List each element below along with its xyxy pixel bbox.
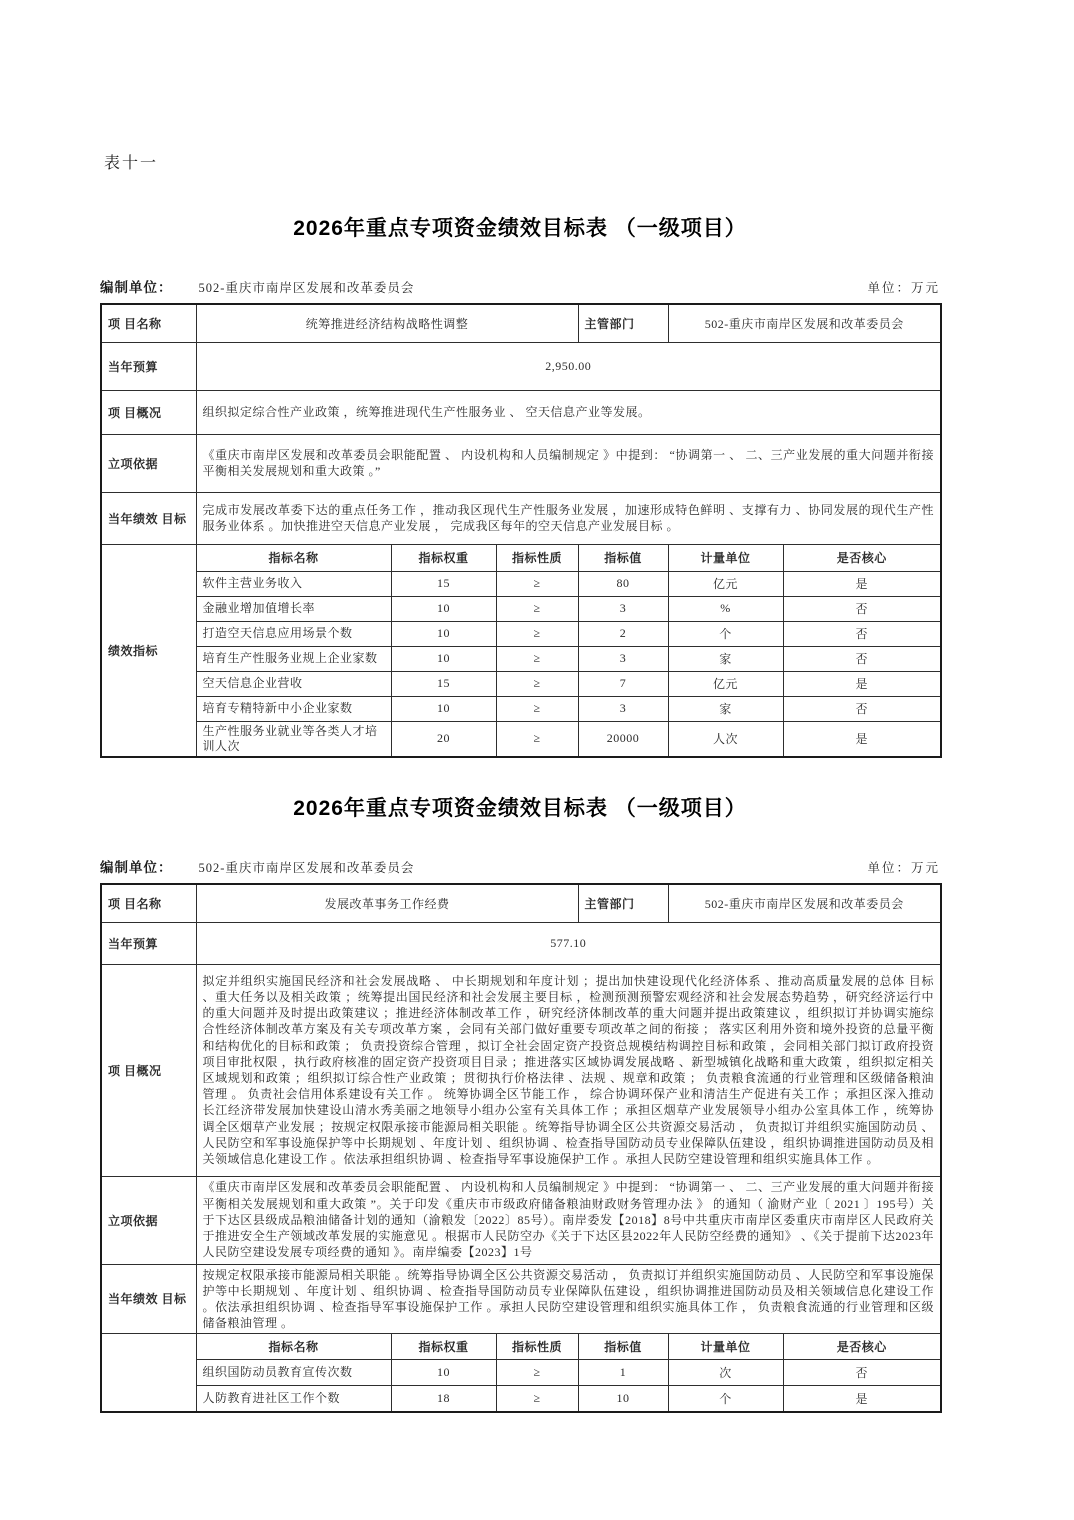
row-project-name	[101, 884, 941, 922]
indicator-name-cell: 培育专精特新中小企业家数	[196, 696, 391, 721]
target-value: 按规定权限承接市能源局相关职能 。统筹指导协调全区公共资源交易活动 ， 负责拟订并组织实施国防动员 、人民防空和军事设施保护等中长期规划 、年度计划 、组织协调 、检查指导国防动员专业保障队伍建设 ，组织协调推进国防动员及相关领域信息化建设工作 。依法承担组织协调 、检查指导军事设施保护工作 。承担人民防空建设管理和组织实施具体工作 ， 负责粮食流通的行业管理和区级储备粮油管理 。	[196, 1264, 941, 1334]
report-1-title: 2026年重点专项资金绩效目标表 （一级项目）	[293, 217, 747, 240]
indicator-nature-cell: ≥	[496, 621, 578, 646]
header-indicator-weight: 指标权重	[391, 1334, 496, 1360]
header-indicator-core: 是否核心	[783, 544, 941, 571]
indicator-name-cell: 人防教育进社区工作个数	[196, 1386, 391, 1412]
row-basis	[101, 434, 941, 492]
indicator-row	[101, 1360, 941, 1386]
unit-label: 单位：万元	[867, 861, 940, 875]
report-2-title: 2026年重点专项资金绩效目标表 （一级项目）	[293, 797, 747, 820]
row-budget	[101, 922, 941, 964]
supervisor-label: 主管部门	[578, 304, 668, 342]
overview-value: 组织拟定综合性产业政策 ，统筹推进现代生产性服务业 、 空天信息产业等发展。	[196, 390, 941, 434]
header-indicator-name: 指标名称	[196, 1334, 391, 1360]
indicator-row	[101, 646, 941, 671]
indicator-unit-cell: 次	[668, 1360, 783, 1386]
indicator-name-cell: 打造空天信息应用场景个数	[196, 621, 391, 646]
indicator-unit-cell: 亿元	[668, 571, 783, 596]
supervisor-label: 主管部门	[578, 884, 668, 922]
indicator-core-cell: 是	[783, 671, 941, 696]
header-indicator-nature: 指标性质	[496, 544, 578, 571]
indicator-weight-cell: 15	[391, 571, 496, 596]
header-indicator-unit: 计量单位	[668, 1334, 783, 1360]
project-name-label: 项 目名称	[101, 884, 196, 922]
header-indicator-name: 指标名称	[196, 544, 391, 571]
overview-label: 项 目概况	[101, 390, 196, 434]
row-project-name	[101, 304, 941, 342]
budget-label: 当年预算	[101, 342, 196, 390]
report-2-table	[100, 883, 942, 1413]
indicator-core-cell: 否	[783, 621, 941, 646]
supervisor-value: 502-重庆市南岸区发展和改革委员会	[668, 304, 941, 342]
indicator-name-cell: 空天信息企业营收	[196, 671, 391, 696]
indicator-nature-cell: ≥	[496, 646, 578, 671]
basis-label: 立项依据	[101, 434, 196, 492]
report-2-meta-row	[100, 856, 940, 876]
budget-value: 2,950.00	[196, 342, 941, 390]
indicator-unit-cell: 个	[668, 621, 783, 646]
indicator-value-cell: 80	[578, 571, 668, 596]
indicator-row	[101, 571, 941, 596]
indicator-nature-cell: ≥	[496, 671, 578, 696]
indicator-unit-cell: 家	[668, 696, 783, 721]
indicator-name-cell: 软件主营业务收入	[196, 571, 391, 596]
indicator-weight-cell: 10	[391, 1360, 496, 1386]
indicator-weight-cell: 10	[391, 646, 496, 671]
row-target	[101, 492, 941, 544]
indicator-weight-cell: 20	[391, 721, 496, 757]
indicator-name-cell: 金融业增加值增长率	[196, 596, 391, 621]
indicator-value-cell: 1	[578, 1360, 668, 1386]
prepared-by-label: 编制单位：	[100, 280, 173, 295]
indicator-row	[101, 721, 941, 757]
budget-label: 当年预算	[101, 922, 196, 964]
header-indicator-unit: 计量单位	[668, 544, 783, 571]
indicator-weight-cell: 10	[391, 696, 496, 721]
prepared-by-value: 502-重庆市南岸区发展和改革委员会	[198, 281, 415, 295]
indicator-nature-cell: ≥	[496, 596, 578, 621]
target-label: 当年绩效 目标	[101, 492, 196, 544]
project-name-label: 项 目名称	[101, 304, 196, 342]
project-name-value: 发展改革事务工作经费	[196, 884, 578, 922]
indicator-value-cell: 7	[578, 671, 668, 696]
indicator-value-cell: 10	[578, 1386, 668, 1412]
indicator-core-cell: 是	[783, 571, 941, 596]
indicator-core-cell: 否	[783, 1360, 941, 1386]
row-basis	[101, 1176, 941, 1264]
basis-value: 《重庆市南岸区发展和改革委员会职能配置 、 内设机构和人员编制规定 》中提到： “协调第一 、 二、三产业发展的重大问题并衔接平衡相关发展规划和重大政策 。”	[196, 434, 941, 492]
indicator-core-cell: 否	[783, 696, 941, 721]
indicator-name-cell: 培育生产性服务业规上企业家数	[196, 646, 391, 671]
indicator-weight-cell: 10	[391, 621, 496, 646]
indicator-group-label: 绩效指标	[101, 544, 196, 757]
indicator-row	[101, 1386, 941, 1412]
header-indicator-nature: 指标性质	[496, 1334, 578, 1360]
prepared-by-value: 502-重庆市南岸区发展和改革委员会	[198, 861, 415, 875]
indicator-weight-cell: 18	[391, 1386, 496, 1412]
indicator-value-cell: 3	[578, 696, 668, 721]
indicator-row	[101, 671, 941, 696]
indicator-core-cell: 否	[783, 596, 941, 621]
indicator-header-row	[101, 1334, 941, 1360]
indicator-value-cell: 2	[578, 621, 668, 646]
indicator-value-cell: 3	[578, 646, 668, 671]
indicator-row	[101, 621, 941, 646]
target-label: 当年绩效 目标	[101, 1264, 196, 1334]
budget-value: 577.10	[196, 922, 941, 964]
indicator-name-cell: 生产性服务业就业等各类人才培训人次	[196, 721, 391, 757]
indicator-header-row	[101, 544, 941, 571]
header-indicator-core: 是否核心	[783, 1334, 941, 1360]
indicator-nature-cell: ≥	[496, 696, 578, 721]
indicator-weight-cell: 10	[391, 596, 496, 621]
indicator-name-cell: 组织国防动员教育宣传次数	[196, 1360, 391, 1386]
indicator-core-cell: 是	[783, 1386, 941, 1412]
prepared-by-label: 编制单位：	[100, 860, 173, 875]
row-overview	[101, 390, 941, 434]
header-indicator-value: 指标值	[578, 1334, 668, 1360]
overview-value: 拟定并组织实施国民经济和社会发展战略 、 中长期规划和年度计划 ；提出加快建设现代化经济体系 、推动高质量发展的总体 目标 、重大任务以及相关政策 ；统筹提出国民经济和社会发展主要目标 ，检测预测预警宏观经济和社会发展态势趋势 ，研究经济运行中的重大问题并及时提出政策建议 ；推进经济体制改革工作 ，研究经济体制改革的重大问题并提出政策建议 ，组织拟订并协调实施综合性经济体制改革方案及有关专项改革方案 ，会同有关部门做好重要专项改革之间的衔接 ； 落实区利用外资和境外投资的总量平衡和结构优化的目标和政策 ； 负责投资综合管理 ，拟订全社会固定资产投资总规模结构调控目标和政策 ，会同相关部门拟订政府投资项目审批权限 ，执行政府核准的固定资产投资项目目录 ；推进落实区域协调发展战略 、新型城镇化战略和重大政策 ，组织拟定相关区域规划和政策 ；组织拟订综合性产业政策 ；贯彻执行价格法律 、法规 、规章和政策 ； 负责粮食流通的行业管理和区级储备粮油管理 。 负责社会信用体系建设有关工作 。 统筹协调全区节能工作 ， 综合协调环保产业和清洁生产促进有关工作 ；承担区深入推动长江经济带发展加快建设山清水秀美丽之地领导小组办公室有关具体工作 ；承担区烟草产业发展领导小组办公室具体工作 ，统筹协调全区烟草产业发展 ；按规定权限承接市能源局相关职能 。统筹指导协调全区公共资源交易活动 ， 负责拟订并组织实施国防动员 、人民防空和军事设施保护等中长期规划 、年度计划 、组织协调 、检查指导国防动员专业保障队伍建设 ，组织协调推进国防动员及相关领域信息化建设工作 。依法承担组织协调 、检查指导军事设施保护工作 。承担人民防空建设管理和组织实施具体工作 。	[196, 964, 941, 1176]
target-value: 完成市发展改革委下达的重点任务工作 ，推动我区现代生产性服务业发展 ，加速形成特色鲜明 、支撑有力 、协同发展的现代生产性服务业体系 。加快推进空天信息产业发展 ， 完成我区每年的空天信息产业发展目标 。	[196, 492, 941, 544]
indicator-row	[101, 596, 941, 621]
indicator-row	[101, 696, 941, 721]
indicator-unit-cell: 人次	[668, 721, 783, 757]
indicator-nature-cell: ≥	[496, 1360, 578, 1386]
indicator-group-label-empty	[101, 1334, 196, 1412]
indicator-nature-cell: ≥	[496, 721, 578, 757]
indicator-nature-cell: ≥	[496, 571, 578, 596]
indicator-weight-cell: 15	[391, 671, 496, 696]
indicator-value-cell: 3	[578, 596, 668, 621]
row-target	[101, 1264, 941, 1334]
header-indicator-weight: 指标权重	[391, 544, 496, 571]
indicator-unit-cell: %	[668, 596, 783, 621]
overview-label: 项 目概况	[101, 964, 196, 1176]
report-1-meta-row	[100, 276, 940, 296]
project-name-value: 统筹推进经济结构战略性调整	[196, 304, 578, 342]
page-content	[100, 0, 940, 1413]
indicator-value-cell: 20000	[578, 721, 668, 757]
indicator-unit-cell: 亿元	[668, 671, 783, 696]
indicator-core-cell: 是	[783, 721, 941, 757]
unit-label: 单位：万元	[867, 281, 940, 295]
indicator-unit-cell: 家	[668, 646, 783, 671]
report-1-table	[100, 303, 942, 758]
table-number-label: 表十一	[104, 155, 159, 172]
header-indicator-value: 指标值	[578, 544, 668, 571]
basis-value: 《重庆市南岸区发展和改革委员会职能配置 、 内设机构和人员编制规定 》中提到： “协调第一 、 二、三产业发展的重大问题并衔接平衡相关发展规划和重大政策 ”。关于印发《重庆市市级政府储备粮油财政财务管理办法 》 的通知（ 渝财产业〔 2021 〕195号）关于下达区县级成品粮油储备计划的通知（渝粮发〔2022〕85号）。南岸委发【2018】8号中共重庆市南岸区委重庆市南岸区人民政府关于推进安全生产领域改革发展的实施意见 。根据市人民防空办《关于下达区县2022年人民防空经费的通知》 、《关于提前下达2023年人民防空建设发展专项经费的通知 》。南岸编委【2023】1号	[196, 1176, 941, 1264]
indicator-core-cell: 否	[783, 646, 941, 671]
row-overview	[101, 964, 941, 1176]
indicator-nature-cell: ≥	[496, 1386, 578, 1412]
indicator-unit-cell: 个	[668, 1386, 783, 1412]
row-budget	[101, 342, 941, 390]
supervisor-value: 502-重庆市南岸区发展和改革委员会	[668, 884, 941, 922]
basis-label: 立项依据	[101, 1176, 196, 1264]
